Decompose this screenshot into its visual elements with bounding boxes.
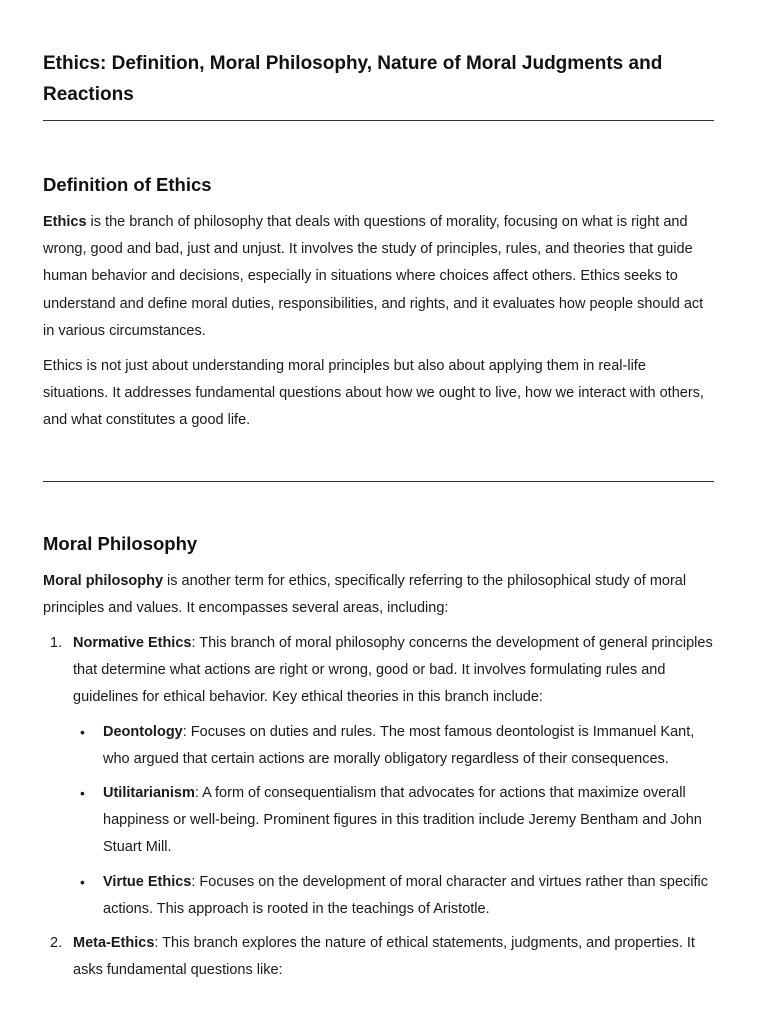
list-number: 2.: [50, 935, 63, 952]
list-item-meta-ethics: [43, 930, 714, 984]
term-virtue-ethics: Virtue Ethics: [103, 873, 192, 890]
term-moral-philosophy: Moral philosophy: [43, 572, 164, 589]
page-title: Ethics: Definition, Moral Philosophy, Nature of Moral Judgments and Reactions: [43, 53, 663, 105]
list-item-text: [103, 874, 708, 917]
bullet-icon: •: [80, 873, 85, 890]
definition-paragraph-2: Ethics is not just about understanding moral principles but also about applying them in real-life situations. It addresses fundamental questions about how we ought to live, how we interact with others, and what constitutes a good life.: [43, 358, 704, 429]
term-normative-ethics: Normative Ethics: [73, 635, 192, 652]
term-ethics: Ethics: [43, 214, 87, 230]
bullet-icon: •: [80, 785, 85, 802]
term-utilitarianism: Utilitarianism: [103, 785, 195, 802]
section-divider: [43, 481, 714, 482]
list-number: 1.: [50, 635, 63, 652]
normative-ethics-description: : This branch of moral philosophy concerns the development of general principles that determine what actions are right or wrong, good or bad. It involves formulating rules and guidelines for ethical behavior. Key ethical theories in this branch include:: [73, 635, 713, 706]
definition-paragraph-1-text: is the branch of philosophy that deals with questions of morality, focusing on what is right and wrong, good and bad, just and unjust. It involves the study of principles, rules, and theories that guide human behavior and decisions, especially in situations where choices affect others. Ethics seeks to understand and define moral duties, responsibilities, and rights, and it evaluates how people should act in various circumstances.: [43, 214, 704, 339]
list-item-deontology: [73, 719, 714, 773]
list-item-virtue-ethics: [73, 869, 714, 923]
title-divider: [43, 120, 714, 121]
meta-ethics-description: : This branch explores the nature of ethical statements, judgments, and properties. It asks fundamental questions like:: [73, 935, 695, 979]
term-deontology: Deontology: [103, 723, 183, 740]
list-item-text: [73, 635, 713, 705]
list-item-text: [103, 785, 702, 855]
deontology-description: : Focuses on duties and rules. The most famous deontologist is Immanuel Kant, who argued that certain actions are morally obligatory regardless of their consequences.: [103, 723, 695, 767]
list-item-utilitarianism: [73, 780, 714, 862]
list-item-normative-ethics: [43, 630, 714, 923]
bullet-icon: •: [80, 723, 85, 740]
list-item-text: [73, 935, 695, 978]
section-heading-definition: Definition of Ethics: [43, 174, 212, 195]
virtue-ethics-description: : Focuses on the development of moral character and virtues rather than specific actions. This approach is rooted in the teachings of Aristotle.: [103, 873, 709, 917]
moral-philosophy-intro: [43, 568, 714, 622]
utilitarianism-description: : A form of consequentialism that advocates for actions that maximize overall happiness or well-being. Prominent figures in this tradition include Jeremy Bentham and John Stuart Mill.: [103, 785, 702, 856]
ethical-theories-list: [73, 719, 714, 923]
moral-philosophy-areas-list: [43, 630, 714, 984]
term-meta-ethics: Meta-Ethics: [73, 935, 155, 952]
definition-paragraph-1: [43, 209, 714, 345]
list-item-text: [103, 724, 694, 767]
section-heading-moral-philosophy: Moral Philosophy: [43, 532, 198, 554]
moral-philosophy-intro-text: is another term for ethics, specifically referring to the philosophical study of moral principles and values. It encompasses several areas, including:: [43, 572, 687, 616]
